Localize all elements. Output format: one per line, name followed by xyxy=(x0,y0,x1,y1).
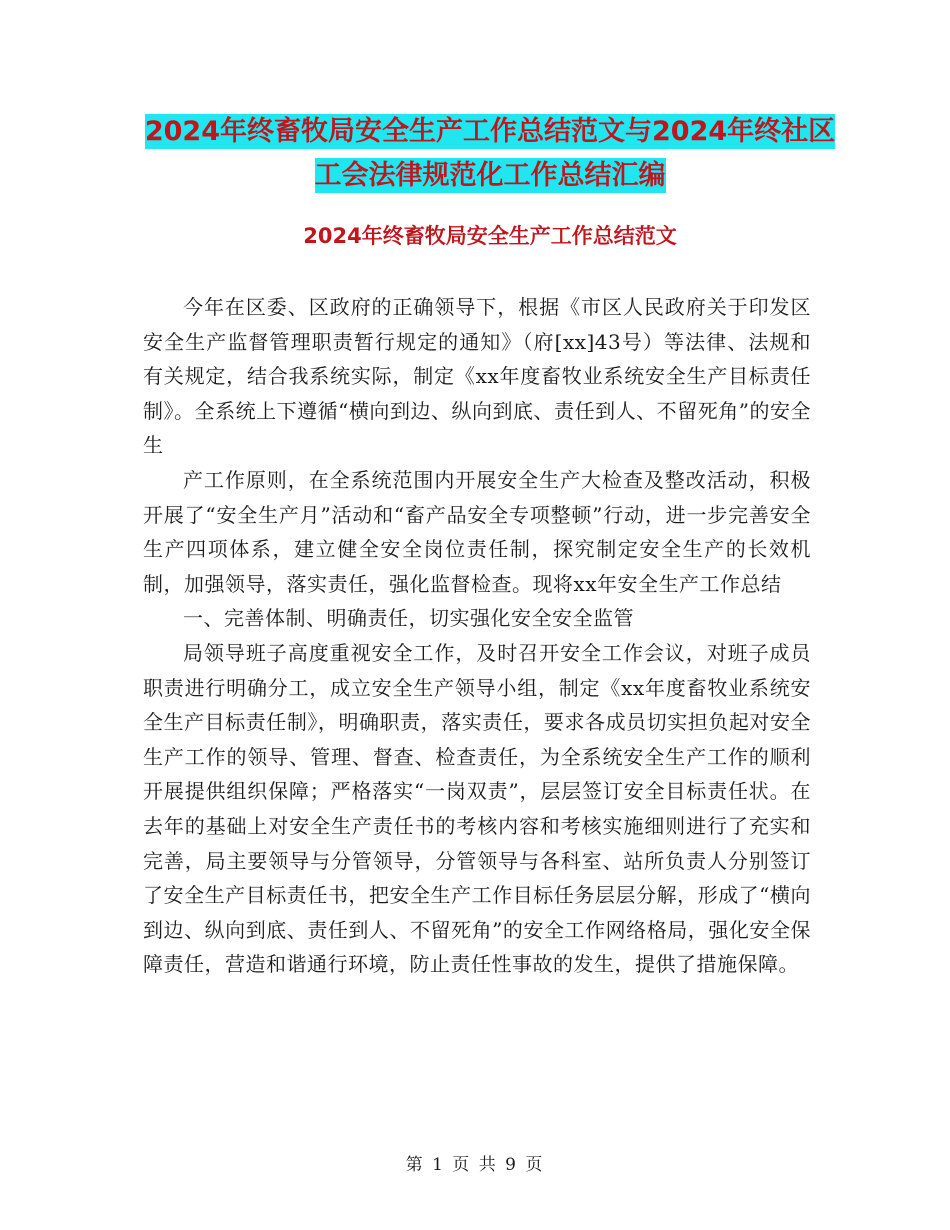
section-title: 2024年终畜牧局安全生产工作总结范文 xyxy=(303,224,677,248)
paragraph: 今年在区委、区政府的正确领导下，根据《市区人民政府关于印发区安全生产监督管理职责暂行规定的通知》（府[xx]43号）等法律、法规和有关规定，结合我系统实际，制定《xx年度畜牧业系统安全生产目标责任制》。全系统上下遵循“横向到边、纵向到底、责任到人、不留死角”的安全生 xyxy=(143,295,811,458)
paragraph: 局领导班子高度重视安全工作，及时召开安全工作会议，对班子成员职责进行明确分工，成立安全生产领导小组，制定《xx年度畜牧业系统安全生产目标责任制》，明确职责，落实责任，要求各成员切实担负起对安全生产工作的领导、管理、督查、检查责任，为全系统安全生产工作的顺利开展提供组织保障；严格落实“一岗双责”，层层签订安全目标责任状。在去年的基础上对安全生产责任书的考核内容和考核实施细则进行了充实和完善，局主要领导与分管领导，分管领导与各科室、站所负责人分别签订了安全生产目标责任书，把安全生产工作目标任务层层分解，形成了“横向到边、纵向到底、责任到人、不留死角”的安全工作网络格局，强化安全保障责任，营造和谐通行环境，防止责任性事故的发生，提供了措施保障。 xyxy=(143,640,811,977)
page-number-footer: 第 1 页 共 9 页 xyxy=(405,1155,545,1175)
document-title-text: 2024年终畜牧局安全生产工作总结范文与2024年终社区工会法律规范化工作总结汇编 xyxy=(144,116,836,191)
document-title xyxy=(140,110,840,198)
document-body xyxy=(143,290,811,982)
paragraph: 产工作原则，在全系统范围内开展安全生产大检查及整改活动，积极开展了“安全生产月”活动和“畜产品安全专项整顿”行动，进一步完善安全生产四项体系，建立健全安全岗位责任制，探究制定安全生产的长效机制，加强领导，落实责任，强化监督检查。现将xx年安全生产工作总结 xyxy=(143,467,811,596)
section-heading: 一、完善体制、明确责任，切实强化安全安全监管 xyxy=(183,606,634,631)
